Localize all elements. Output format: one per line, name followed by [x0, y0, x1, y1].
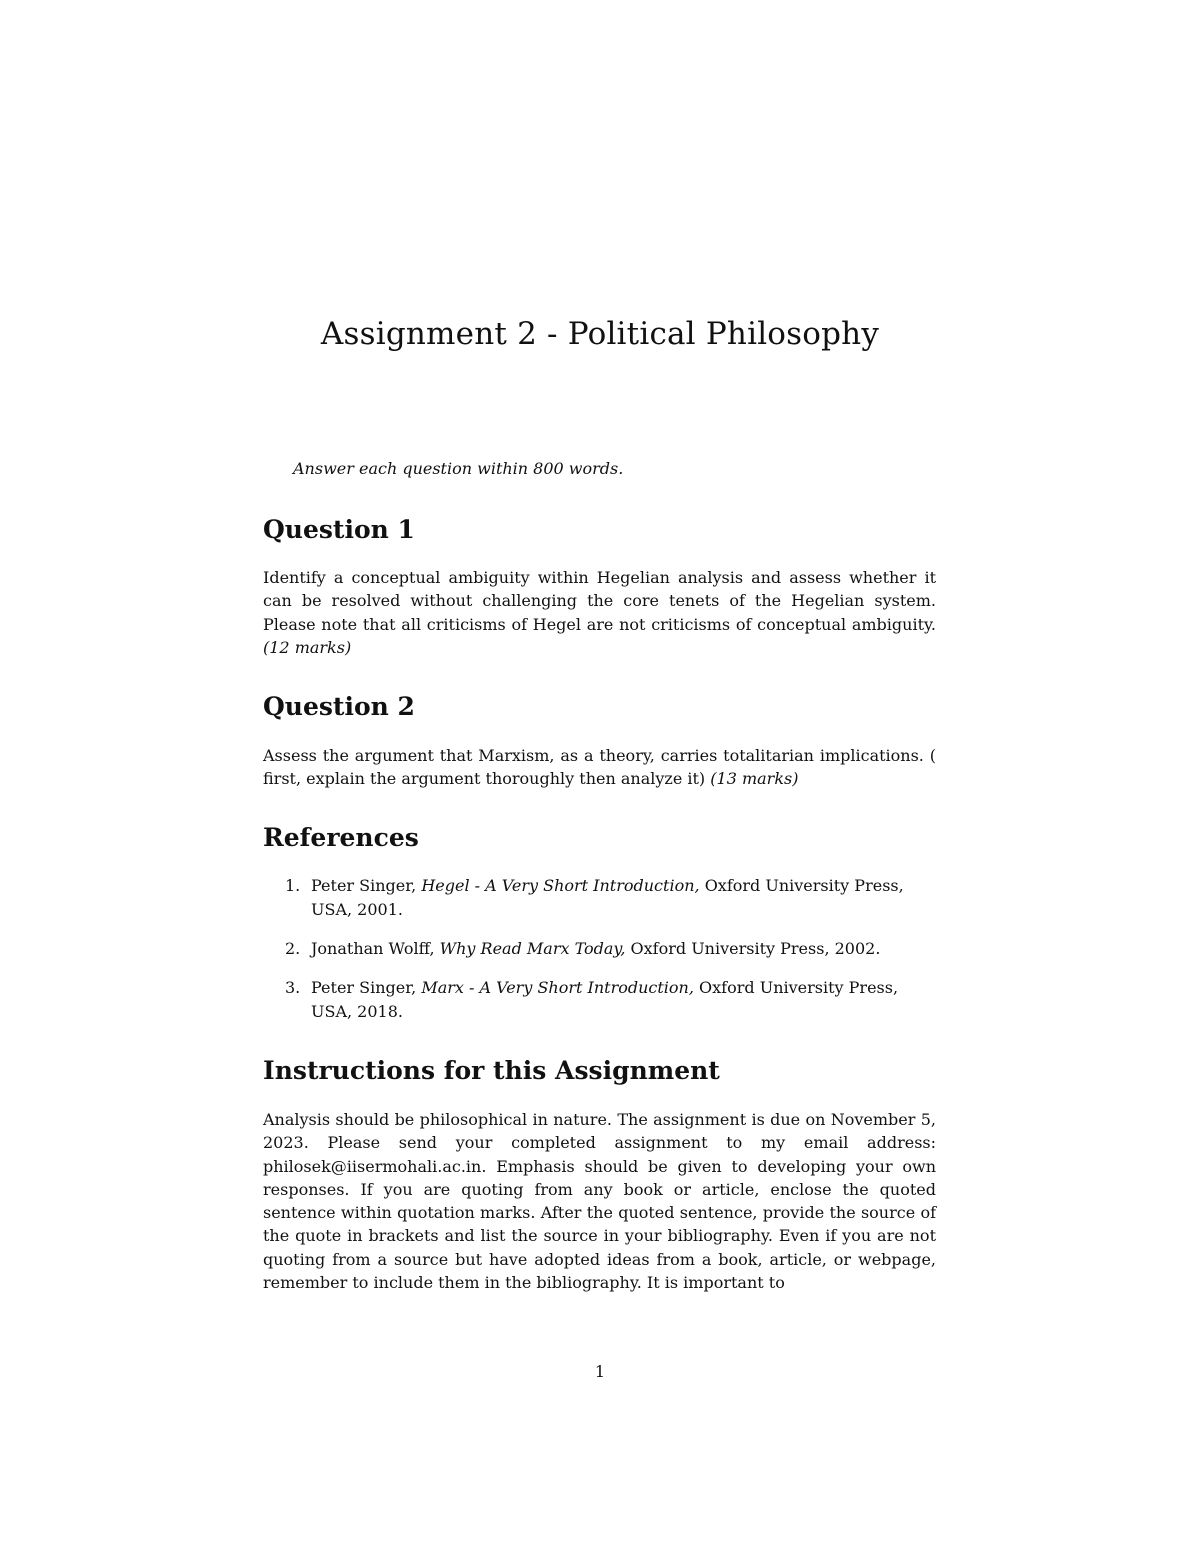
references-heading: References [263, 823, 419, 852]
question-1-marks: (12 marks) [263, 637, 352, 657]
reference-number: 2. [285, 939, 301, 958]
reference-title: Hegel - A Very Short Introduction, [421, 876, 700, 895]
reference-author: Peter Singer, [311, 978, 417, 997]
word-limit-note: Answer each question within 800 words. [293, 459, 624, 478]
reference-item [263, 937, 936, 961]
document-title: Assignment 2 - Political Philosophy [320, 316, 880, 352]
reference-author: Peter Singer, [311, 876, 417, 895]
reference-number: 1. [285, 876, 301, 895]
reference-title: Why Read Marx Today, [439, 939, 626, 958]
page-number: 1 [594, 1362, 606, 1381]
instructions-text: Analysis should be philosophical in nature. The assignment is due on November 5, 2023. Please send your completed assignment to my email address: philosek@iisermohali.ac.in. Emphasis should be given to developing your own responses. If you are quoting from any book or article, enclose the quoted sentence within quotation marks. After the quoted sentence, provide the source of the quote in brackets and list the source in your bibliography. Even if you are not quoting from a source but have adopted ideas from a book, article, or webpage, remember to include them in the bibliography. It is important to [263, 1110, 936, 1293]
question-1-heading: Question 1 [263, 515, 415, 544]
reference-item [263, 976, 936, 1024]
reference-number: 3. [285, 978, 301, 997]
reference-publisher: Oxford University Press, USA, 2018. [311, 978, 899, 1021]
question-2-heading: Question 2 [263, 692, 415, 721]
question-2-text [263, 744, 936, 791]
reference-item [263, 874, 936, 922]
question-1-text [263, 566, 936, 659]
reference-publisher: Oxford University Press, USA, 2001. [311, 876, 904, 919]
reference-title: Marx - A Very Short Introduction, [421, 978, 694, 997]
question-1-body: Identify a conceptual ambiguity within Hegelian analysis and assess whether it can be resolved without challenging the core tenets of the Hegelian system. Please note that all criticisms of Hegel are not criticisms of conceptual ambiguity. [263, 568, 936, 634]
references-list [263, 874, 936, 1039]
instructions-heading: Instructions for this Assignment [263, 1056, 720, 1085]
question-2-body: Assess the argument that Marxism, as a theory, carries totalitarian implications. ( first, explain the argument thoroughly then analyze it) [263, 746, 936, 789]
reference-publisher: Oxford University Press, 2002. [630, 939, 881, 958]
reference-author: Jonathan Wolff, [311, 939, 435, 958]
question-2-marks: (13 marks) [710, 769, 799, 789]
